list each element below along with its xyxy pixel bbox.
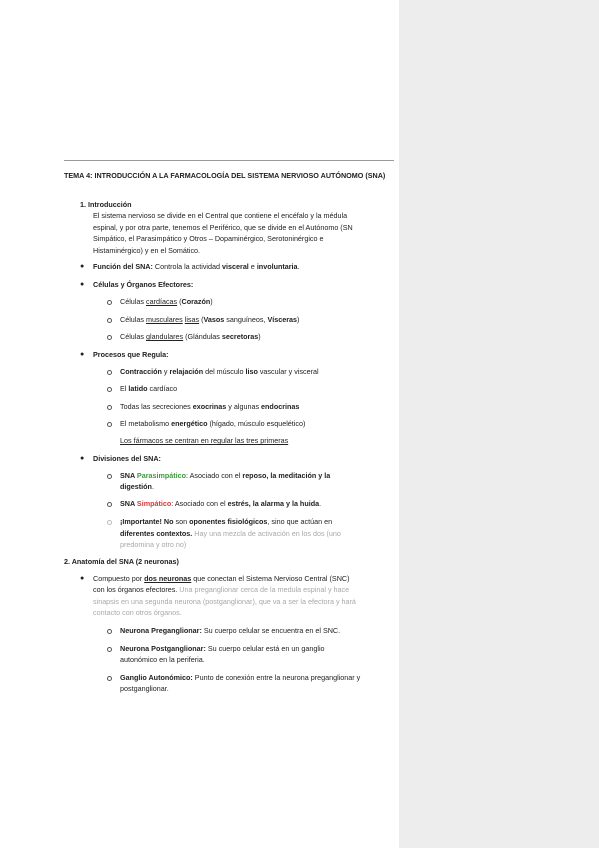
intro-line-2: espinal, y por otra parte, tenemos el Periférico, que se divide en el Autónomo (SN bbox=[93, 223, 353, 232]
divisiones-item-1-cont: digestión. bbox=[120, 482, 154, 491]
circle-bullet-icon bbox=[107, 520, 112, 525]
circle-bullet-icon bbox=[107, 318, 112, 323]
divisiones-item-1: SNA Parasimpático: Asociado con el reposo, la meditación y la bbox=[120, 471, 331, 480]
divisiones-heading: Divisiones del SNA: bbox=[93, 454, 161, 463]
bullet-dot: ● bbox=[80, 281, 85, 288]
comment-margin-panel bbox=[399, 0, 599, 848]
circle-bullet-icon bbox=[107, 300, 112, 305]
intro-line-3: Simpático, el Parasimpático y Otros – Dopaminérgico, Serotoninérgico e bbox=[93, 234, 324, 243]
intro-line-4: Histaminérgico) y en el Somático. bbox=[93, 246, 201, 255]
circle-bullet-icon bbox=[107, 422, 112, 427]
divisiones-item-3: ¡Importante! No son oponentes fisiológicos, sino que actúan en bbox=[120, 517, 333, 526]
neurona-post-item-cont: autonómico en la periferia. bbox=[120, 655, 205, 664]
bullet-dot: ● bbox=[80, 455, 85, 462]
section2-intro-line-1: Compuesto por dos neuronas que conectan el Sistema Nervioso Central (SNC) bbox=[93, 574, 350, 583]
celulas-item-2: Células musculares lisas (Vasos sanguíneos, Vísceras) bbox=[120, 315, 300, 324]
divisiones-item-3-cont: diferentes contextos. Hay una mezcla de activación en los dos (uno bbox=[120, 529, 341, 538]
celulas-item-3: Células glandulares (Glándulas secretoras) bbox=[120, 332, 261, 341]
circle-bullet-icon bbox=[107, 387, 112, 392]
section2-intro-line-2: con los órganos efectores. Una preganglionar cerca de la medula espinal y hace bbox=[93, 585, 350, 594]
divisiones-item-3-cont2: predomina y otro no) bbox=[120, 540, 187, 549]
ganglio-item: Ganglio Autonómico: Punto de conexión entre la neurona preganglionar y bbox=[120, 673, 361, 682]
bullet-dot: ● bbox=[80, 263, 85, 270]
section2-heading: 2. Anatomía del SNA (2 neuronas) bbox=[64, 557, 179, 566]
circle-bullet-icon bbox=[107, 405, 112, 410]
bullet-dot: ● bbox=[80, 575, 85, 582]
funcion-item: Función del SNA: Controla la actividad visceral e involuntaria. bbox=[93, 262, 300, 271]
neurona-pre-item: Neurona Preganglionar: Su cuerpo celular se encuentra en el SNC. bbox=[120, 626, 341, 635]
procesos-item-3: Todas las secreciones exocrinas y algunas endocrinas bbox=[120, 402, 300, 411]
celulas-heading: Células y Órganos Efectores: bbox=[93, 280, 194, 289]
celulas-item-1: Células cardíacas (Corazón) bbox=[120, 297, 213, 306]
circle-bullet-icon bbox=[107, 502, 112, 507]
procesos-item-1: Contracción y relajación del músculo liso vascular y visceral bbox=[120, 367, 319, 376]
section2-intro-line-3: sinapsis en una segunda neurona (postganglionar), que va a ser la efectora y hará bbox=[93, 597, 356, 606]
circle-bullet-icon bbox=[107, 629, 112, 634]
procesos-item-4: El metabolismo energético (hígado, músculo esquelético) bbox=[120, 419, 306, 428]
bullet-dot: ● bbox=[80, 351, 85, 358]
header-divider bbox=[64, 160, 394, 161]
section2-intro-line-4: contacto con otros órganos. bbox=[93, 608, 182, 617]
circle-bullet-icon bbox=[107, 335, 112, 340]
procesos-item-2: El latido cardíaco bbox=[120, 384, 178, 393]
ganglio-item-cont: postganglionar. bbox=[120, 684, 169, 693]
procesos-note: Los fármacos se centran en regular las tres primeras bbox=[120, 436, 289, 445]
circle-bullet-icon bbox=[107, 676, 112, 681]
circle-bullet-icon bbox=[107, 474, 112, 479]
neurona-post-item: Neurona Postganglionar: Su cuerpo celular está en un ganglio bbox=[120, 644, 325, 653]
divisiones-item-2: SNA Simpático: Asociado con el estrés, la alarma y la huida. bbox=[120, 499, 322, 508]
procesos-heading: Procesos que Regula: bbox=[93, 350, 169, 359]
circle-bullet-icon bbox=[107, 647, 112, 652]
section1-heading: 1. Introducción bbox=[80, 200, 132, 209]
document-title: TEMA 4: INTRODUCCIÓN A LA FARMACOLOGÍA DEL SISTEMA NERVIOSO AUTÓNOMO (SNA) bbox=[64, 171, 386, 180]
intro-line-1: El sistema nervioso se divide en el Central que contiene el encéfalo y la médula bbox=[93, 211, 348, 220]
circle-bullet-icon bbox=[107, 370, 112, 375]
